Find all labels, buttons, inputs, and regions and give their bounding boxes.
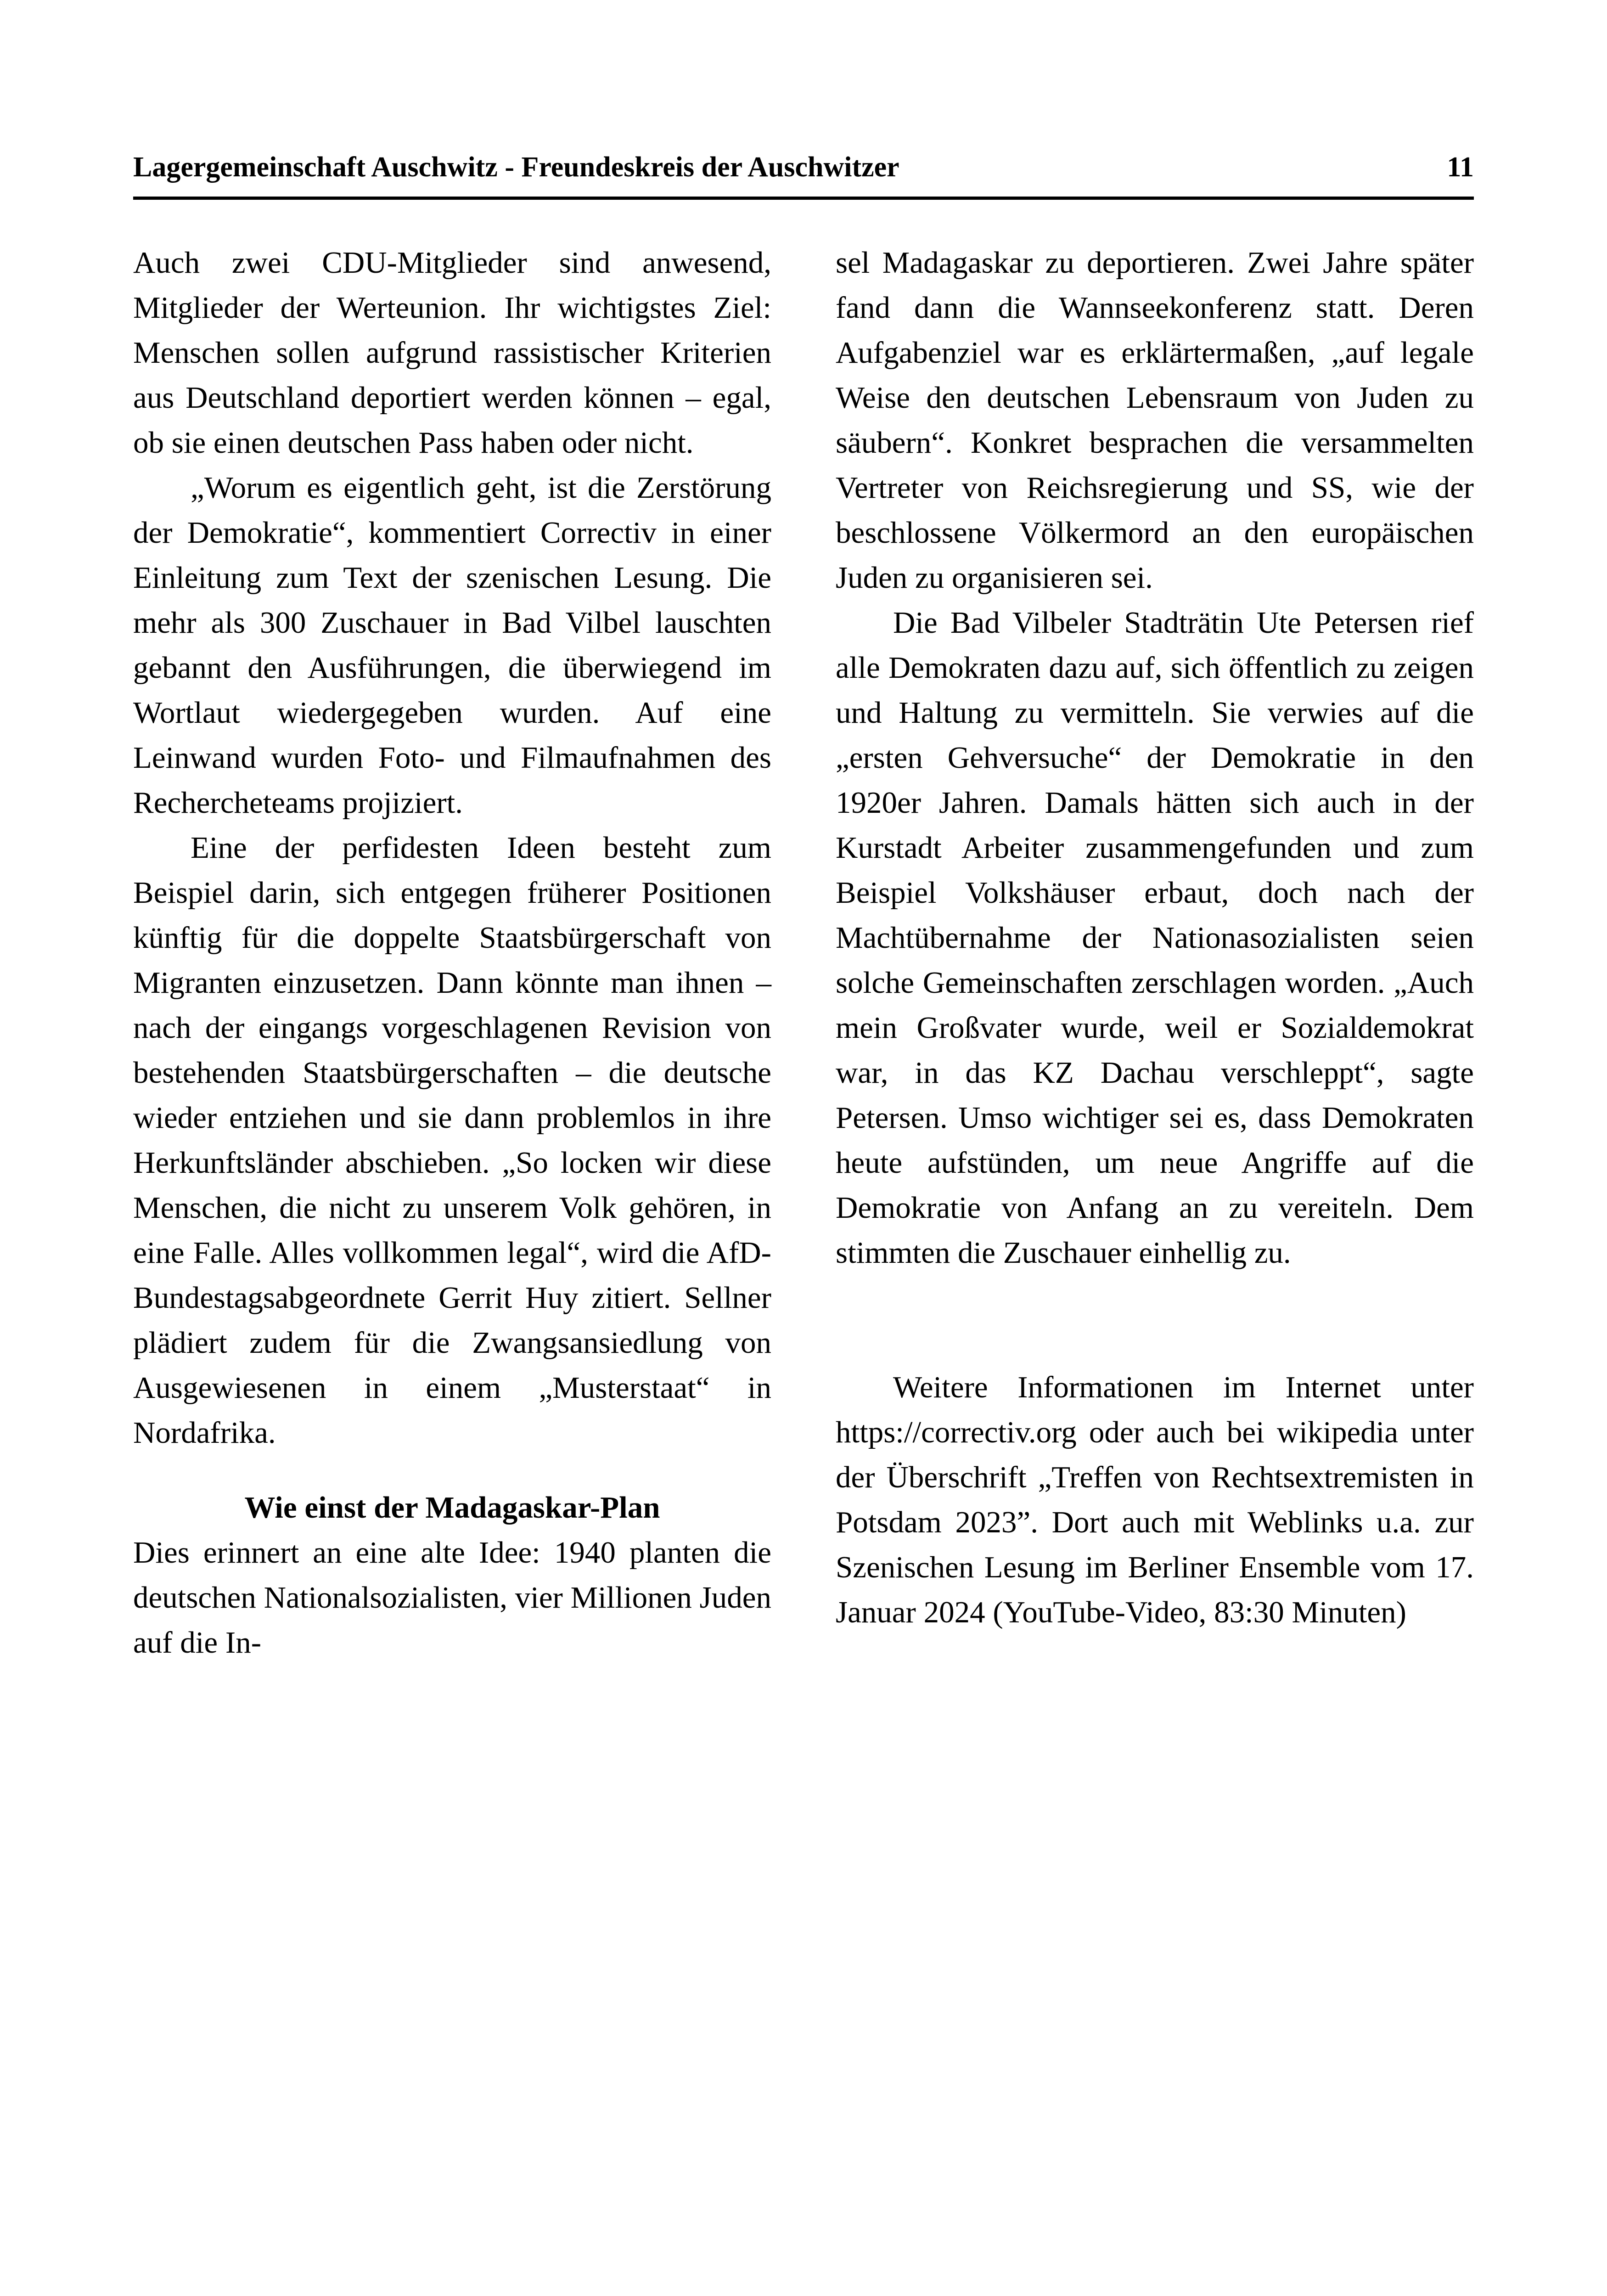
paragraph-correctiv-quote: „Worum es eigentlich geht, ist die Zerstörung der Demokratie“, kommentiert Correctiv in einer Einleitung zum Text der szenischen Lesung. Die mehr als 300 Zuschauer in Bad Vilbel lauschten gebannt den Ausführungen, die überwiegend im Wortlaut wiedergegeben wurden. Auf eine Leinwand wurden Foto- und Filmaufnahmen des Rechercheteams projiziert. [133, 471, 771, 820]
paragraph-madagaskar-start: Dies erinnert an eine alte Idee: 1940 planten die deutschen Nationalsozialisten, vier Millionen Juden auf die In- [133, 1536, 771, 1660]
paragraph-weitere-informationen: Weitere Informationen im Internet unter https://correctiv.org oder auch bei wikipedia unter der Überschrift „Treffen von Rechtsextremisten in Potsdam 2023”. Dort auch mit Weblinks u.a. zur Szenischen Lesung im Berliner Ensemble vom 17. Januar 2024 (YouTube-Video, 83:30 Minuten) [836, 1370, 1474, 1630]
running-header-title: Lagergemeinschaft Auschwitz - Freundeskreis der Auschwitzer [133, 152, 899, 183]
article-body [133, 240, 1474, 1665]
paragraph-intro: Auch zwei CDU-Mitglieder sind anwesend, Mitglieder der Werteunion. Ihr wichtigstes Ziel: Menschen sollen aufgrund rassistischer Kriterien aus Deutschland deportiert werden können – egal, ob sie einen deutschen Pass haben oder nicht. [133, 246, 771, 460]
paragraph-madagaskar-continuation: sel Madagaskar zu deportieren. Zwei Jahre später fand dann die Wannseekonferenz statt. Deren Aufgabenziel war es erklärtermaßen, „auf legale Weise den deutschen Lebensraum von Juden zu säubern“. Konkret besprachen die versammelten Vertreter von Reichsregierung und SS, wie der beschlossene Völkermord an den europäischen Juden zu organisieren sei. [836, 246, 1474, 595]
header-rule [133, 197, 1474, 200]
paragraph-perfide-ideen: Eine der perfidesten Ideen besteht zum Beispiel darin, sich entgegen früherer Positionen künftig für die doppelte Staatsbürgerschaft von Migranten einzusetzen. Dann könnte man ihnen – nach der eingangs vorgeschlagenen Revision von bestehenden Staatsbürgerschaften – die deutsche wieder entziehen und sie dann problemlos in ihre Herkunftsländer abschieben. „So locken wir diese Menschen, die nicht zu unserem Volk gehören, in eine Falle. Alles vollkommen legal“, wird die AfD-Bundestagsabgeordnete Gerrit Huy zitiert. Sellner plädiert zudem für die Zwangsansiedlung von Ausgewiesenen in einem „Musterstaat“ in Nordafrika. [133, 831, 771, 1450]
right-column [836, 240, 1474, 1665]
paragraph-petersen: Die Bad Vilbeler Stadträtin Ute Petersen rief alle Demokraten dazu auf, sich öffentlich zu zeigen und Haltung zu vermitteln. Sie verwies auf die „ersten Gehversuche“ der Demokratie in den 1920er Jahren. Damals hätten sich auch in der Kurstadt Arbeiter zusammengefunden und zum Beispiel Volkshäuser erbaut, doch nach der Machtübernahme der Nationasozialisten seien solche Gemeinschaften zerschlagen worden. „Auch mein Großvater wurde, weil er Sozialdemokrat war, in das KZ Dachau verschleppt“, sagte Petersen. Umso wichtiger sei es, dass Demokraten heute aufstünden, um neue Angriffe auf die Demokratie von Anfang an zu vereiteln. Dem stimmten die Zuschauer einhellig zu. [836, 606, 1474, 1270]
section-heading-madagaskar-plan: Wie einst der Madagaskar-Plan [244, 1491, 660, 1525]
left-column [133, 240, 771, 1665]
page-header [133, 152, 1474, 183]
page-number: 11 [1447, 152, 1474, 183]
